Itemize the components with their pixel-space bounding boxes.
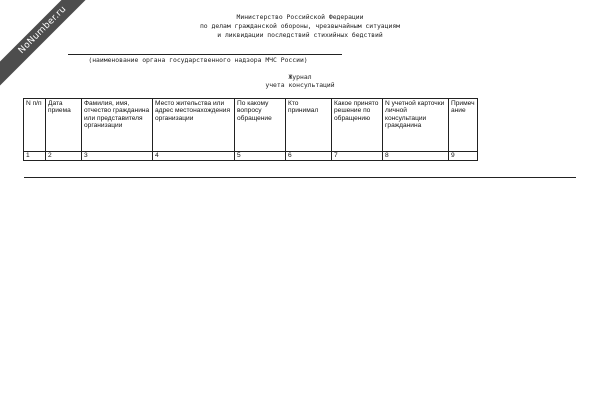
header-cell-card-number: N учетной карточки личной консультации гражданина — [383, 99, 449, 152]
header-cell-question: По какому вопросу обращение — [235, 99, 286, 152]
column-number-cell: 4 — [153, 152, 235, 161]
table-header-row — [24, 99, 478, 152]
journal-title: Журнал — [288, 73, 312, 81]
consultations-table — [23, 98, 478, 161]
header-cell-received-by: Кто принимал — [286, 99, 332, 152]
ministry-header — [0, 13, 600, 40]
bottom-rule — [24, 177, 576, 178]
column-number-cell: 3 — [82, 152, 153, 161]
header-cell-note: Примечание — [449, 99, 478, 152]
header-cell-address: Место жительства или адрес местонахождения организации — [153, 99, 235, 152]
header-cell-decision: Какое принято решение по обращению — [332, 99, 383, 152]
ministry-line-1: Министерство Российской Федерации — [236, 13, 364, 21]
journal-title-block — [0, 73, 600, 89]
watermark-ribbon: NoNumber.ru — [0, 0, 102, 90]
column-number-cell: 2 — [46, 152, 82, 161]
ministry-line-3: и ликвидации последствий стихийных бедствий — [217, 31, 383, 39]
ministry-line-2: по делам гражданской обороны, чрезвычайным ситуациям — [199, 22, 401, 30]
header-cell-date: Дата приема — [46, 99, 82, 152]
column-number-cell: 1 — [24, 152, 46, 161]
header-cell-full-name: Фамилия, имя, отчество гражданина или представителя организации — [82, 99, 153, 152]
header-cell-number: N п/п — [24, 99, 46, 152]
table-row — [24, 152, 478, 161]
column-number-cell: 8 — [383, 152, 449, 161]
column-number-cell: 7 — [332, 152, 383, 161]
journal-subtitle: учета консультаций — [265, 81, 335, 89]
organization-caption: (наименование органа государственного надзора МЧС России) — [88, 56, 308, 64]
column-number-cell: 9 — [449, 152, 478, 161]
column-number-cell: 5 — [235, 152, 286, 161]
organization-name-line — [68, 54, 342, 55]
column-number-cell: 6 — [286, 152, 332, 161]
